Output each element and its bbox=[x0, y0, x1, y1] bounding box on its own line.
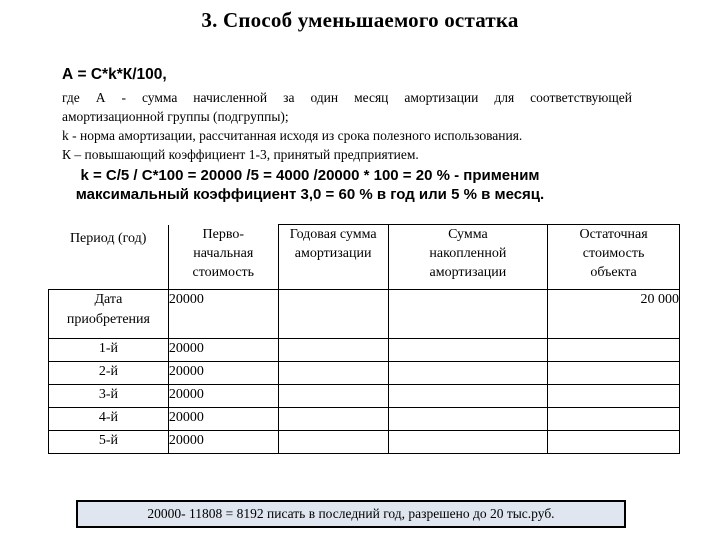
cell-annual-amortization bbox=[278, 289, 388, 338]
cell-initial-cost: 20000 bbox=[168, 384, 278, 407]
cell-residual-value bbox=[548, 430, 680, 453]
description-line-1: где А - сумма начисленной за один месяц амортизации для соответствующей bbox=[62, 90, 632, 105]
cell-annual-amortization bbox=[278, 407, 388, 430]
table-header-row bbox=[49, 225, 680, 290]
table-row bbox=[49, 430, 680, 453]
cell-period: 1-й bbox=[49, 338, 169, 361]
calculation-line-1: k = С/5 / С*100 = 20000 /5 = 4000 /20000 * 100 = 20 % - применим bbox=[80, 167, 540, 184]
table-row bbox=[49, 338, 680, 361]
description-line-1b: амортизационной группы (подгруппы); bbox=[62, 109, 289, 124]
amortization-table bbox=[48, 224, 680, 454]
header-accumulated-amortization-text: Сумма накопленной амортизации bbox=[429, 227, 507, 280]
table-row bbox=[49, 407, 680, 430]
description-line-2: k - норма амортизации, рассчитанная исходя из срока полезного использования. bbox=[62, 128, 523, 143]
cell-annual-amortization bbox=[278, 361, 388, 384]
note-box: 20000- 11808 = 8192 писать в последний год, разрешено до 20 тыс.руб. bbox=[76, 500, 626, 528]
calculation bbox=[30, 166, 590, 204]
cell-accumulated-amortization bbox=[388, 430, 548, 453]
cell-period bbox=[49, 289, 169, 338]
cell-period: 3-й bbox=[49, 384, 169, 407]
header-initial-cost bbox=[168, 225, 278, 290]
cell-annual-amortization bbox=[278, 384, 388, 407]
cell-residual-value bbox=[548, 407, 680, 430]
table-row bbox=[49, 384, 680, 407]
cell-accumulated-amortization bbox=[388, 384, 548, 407]
cell-residual-value bbox=[548, 361, 680, 384]
cell-period: 5-й bbox=[49, 430, 169, 453]
calculation-line-2: максимальный коэффициент 3,0 = 60 % в год или 5 % в месяц. bbox=[75, 186, 545, 203]
cell-initial-cost: 20000 bbox=[168, 407, 278, 430]
cell-initial-cost: 20000 bbox=[168, 361, 278, 384]
cell-period: 2-й bbox=[49, 361, 169, 384]
table-row bbox=[49, 361, 680, 384]
cell-residual-value bbox=[548, 338, 680, 361]
header-accumulated-amortization bbox=[388, 225, 548, 290]
header-residual-value bbox=[548, 225, 680, 290]
cell-residual-value: 20 000 bbox=[548, 289, 680, 338]
header-initial-cost-text: Перво-начальная стоимость bbox=[192, 226, 255, 280]
cell-accumulated-amortization bbox=[388, 407, 548, 430]
cell-initial-cost: 20000 bbox=[168, 338, 278, 361]
cell-initial-cost: 20000 bbox=[168, 430, 278, 453]
formula: А = С*k*К/100, bbox=[62, 66, 167, 83]
cell-annual-amortization bbox=[278, 430, 388, 453]
cell-period-text: Дата приобретения bbox=[66, 291, 150, 327]
header-residual-value-text: Остаточная стоимость объекта bbox=[579, 227, 648, 280]
cell-annual-amortization bbox=[278, 338, 388, 361]
page-title: 3. Способ уменьшаемого остатка bbox=[201, 8, 519, 32]
header-annual-amortization bbox=[278, 225, 388, 290]
header-annual-amortization-text: Годовая сумма амортизации bbox=[289, 227, 377, 261]
cell-residual-value bbox=[548, 384, 680, 407]
cell-accumulated-amortization bbox=[388, 289, 548, 338]
description-line-3: К – повышающий коэффициент 1-3, принятый предприятием. bbox=[62, 147, 419, 162]
cell-accumulated-amortization bbox=[388, 338, 548, 361]
header-period: Период (год) bbox=[49, 225, 169, 290]
cell-initial-cost: 20000 bbox=[168, 289, 278, 338]
table-row bbox=[49, 289, 680, 338]
cell-period: 4-й bbox=[49, 407, 169, 430]
cell-accumulated-amortization bbox=[388, 361, 548, 384]
